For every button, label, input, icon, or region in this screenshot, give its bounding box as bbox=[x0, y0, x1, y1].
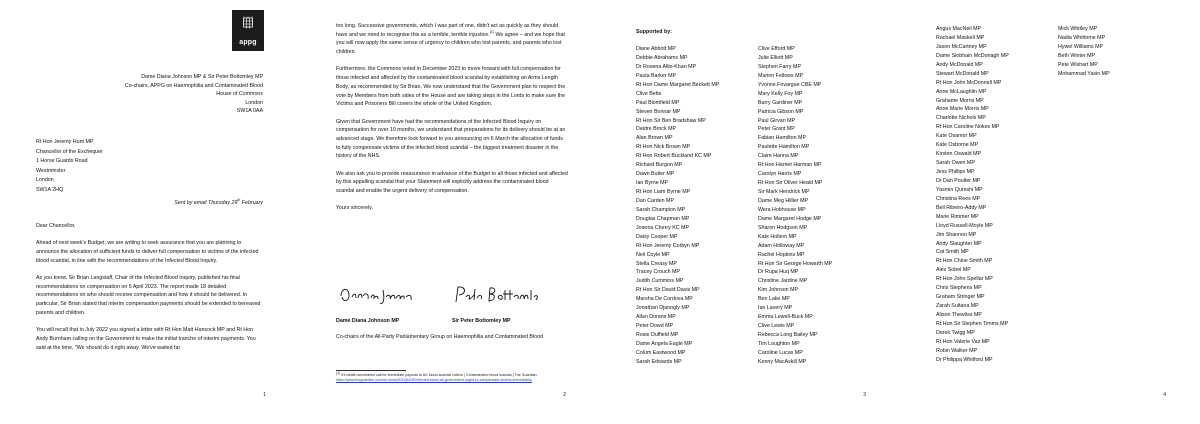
supporter-name: Bell Ribeiro-Addy MP bbox=[936, 204, 987, 211]
supporter-name: Rt Hon Chloe Smith MP bbox=[936, 258, 993, 265]
supporter-name: Robin Walker MP bbox=[936, 347, 978, 354]
body-paragraph: As you know, Sir Brian Langstaff, Chair of the Infected Blood Inquiry, published his final recommendations on compensation on 5 April 2023. The report made 18 detailed recommendations on who should receive compensation and how it should be delivered. In particular, Sir Brian stated that interim compensation payments should be extended to bereaved parents and children. bbox=[36, 275, 261, 316]
letter-body-continued bbox=[336, 22, 568, 222]
signature-peter-bottomley bbox=[452, 282, 542, 308]
supporter-name: Clive Lewis MP bbox=[758, 323, 795, 330]
recipient-line: 1 Horse Guards Road bbox=[36, 158, 88, 165]
page-number: 2 bbox=[563, 392, 566, 398]
supporter-name: Sharon Hodgson MP bbox=[758, 224, 808, 231]
footnote bbox=[336, 373, 568, 383]
supporter-name: Tim Loughton MP bbox=[758, 340, 800, 347]
quote-tail: We agree – and we hope that you will now apply the same sense of urgency to children who lost parents, and parents who lost children. bbox=[336, 31, 565, 56]
signatory-name: Sir Peter Bottomley MP bbox=[452, 318, 511, 324]
supporter-name: Rosie Duffield MP bbox=[636, 332, 679, 338]
supporter-name: Carolyn Harris MP bbox=[758, 171, 802, 178]
supporter-name: Beth Winter MP bbox=[1058, 52, 1096, 59]
supporter-name: Alex Sobel MP bbox=[936, 267, 971, 274]
supporter-name: Diane Abbott MP bbox=[636, 46, 676, 52]
supporter-name: Rachael Maskell MP bbox=[936, 34, 985, 41]
supporter-name: Richard Burgon MP bbox=[636, 162, 683, 169]
supporter-name: Dame Siobhain McDonagh MP bbox=[936, 52, 1009, 59]
supporter-name: Kim Johnson MP bbox=[758, 287, 799, 294]
salutation: Dear Chancellor, bbox=[36, 223, 76, 229]
supporter-name: Marion Fellows MP bbox=[758, 72, 804, 79]
supporter-name: Yvonne Fovargue CBE MP bbox=[758, 81, 822, 88]
supporter-name: Chris Stephens MP bbox=[936, 285, 982, 292]
signatory-name: Dame Diana Johnson MP bbox=[336, 318, 400, 324]
supporter-name: Deidre Brock MP bbox=[636, 126, 677, 133]
letter-page-3 bbox=[600, 0, 900, 424]
footnote-divider bbox=[336, 370, 406, 371]
supporter-name: Mick Whitley MP bbox=[1058, 26, 1098, 32]
supporter-name: Wera Hobhouse MP bbox=[758, 206, 806, 213]
supporter-name: Jess Phillips MP bbox=[936, 169, 975, 175]
letter-body bbox=[36, 222, 266, 361]
sent-date bbox=[174, 200, 263, 206]
supporter-name: Dame Angela Eagle MP bbox=[636, 340, 693, 347]
supporter-name: Ben Lake MP bbox=[758, 296, 790, 303]
supporter-name: Derek Twigg MP bbox=[936, 329, 975, 336]
supporter-name: Rt Hon Liam Byrne MP bbox=[636, 189, 691, 195]
supporter-name: Mary Kelly Foy MP bbox=[758, 90, 803, 97]
closing: Yours sincerely, bbox=[336, 205, 373, 212]
supporter-name: Dame Meg Hillier MP bbox=[758, 197, 809, 204]
supporter-name: Anne Marie Morris MP bbox=[936, 106, 989, 113]
supporter-name: Daisy Cooper MP bbox=[636, 233, 678, 240]
sender-line: SW1A 0AA bbox=[236, 108, 263, 115]
recipient-line: Westminster bbox=[36, 167, 66, 174]
supporter-name: Sir Mark Hendrick MP bbox=[758, 189, 810, 195]
sender-line: London bbox=[245, 99, 263, 106]
footnote-text: Ex-health secretaries call for immediate payouts to UK blood-scandal victims | Contaminated blood scandal | The Guardian, bbox=[340, 373, 538, 378]
supporter-name: Marsha De Cordova MP bbox=[636, 296, 693, 303]
supporter-name: Rt Hon Dame Margaret Beckett MP bbox=[636, 81, 720, 88]
supporter-name: Patricia Gibson MP bbox=[758, 108, 804, 115]
supporter-name: Yasmin Qureshi MP bbox=[936, 186, 983, 193]
letter-page-1 bbox=[0, 0, 300, 424]
supporter-name: Pete Wishart MP bbox=[1058, 61, 1098, 68]
supporter-name: Claire Hanna MP bbox=[758, 153, 799, 160]
portcullis-icon bbox=[243, 16, 253, 29]
signature-diana-johnson bbox=[338, 282, 418, 308]
supporter-name: Anne McLaughlin MP bbox=[936, 88, 987, 95]
supporter-name: Barry Gardiner MP bbox=[758, 99, 803, 106]
supporter-name: Dame Margaret Hodge MP bbox=[758, 215, 822, 222]
sender-line: Co-chairs, APPG on Haemophilia and Contaminated Blood bbox=[124, 82, 263, 89]
recipient-address bbox=[36, 138, 236, 196]
supporter-name: Rt Hon Robert Buckland KC MP bbox=[636, 153, 712, 160]
supporter-name: Jonathan Djanogly MP bbox=[636, 305, 690, 312]
page-number: 3 bbox=[863, 392, 866, 398]
supporter-name: Stella Creasy MP bbox=[636, 260, 677, 267]
supporter-name: Joanna Cherry KC MP bbox=[636, 224, 689, 231]
supporter-name: Rt Hon Sir Stephen Timms MP bbox=[936, 320, 1009, 327]
supporter-name: Julie Elliott MP bbox=[758, 54, 793, 61]
supporters-column bbox=[636, 45, 719, 367]
footnote-link[interactable]: https://www.theguardian.com/uk-news/2022/jul/30/infected-blood-uk-government-urged-to-compensate-victims-immediately bbox=[336, 378, 532, 383]
supporter-name: Lloyd Russell-Moyle MP bbox=[936, 222, 993, 229]
supporter-name: Andy Slaughter MP bbox=[936, 240, 982, 247]
supporter-name: Graham Stringer MP bbox=[936, 294, 985, 301]
supporter-name: Charlotte Nichols MP bbox=[936, 115, 986, 122]
supporter-name: Tracey Crouch MP bbox=[636, 269, 680, 276]
supporter-name: Emma Lewell-Buck MP bbox=[758, 314, 813, 321]
supporter-name: Ian Lavery MP bbox=[758, 305, 793, 312]
supporter-name: Kate Hollern MP bbox=[758, 233, 797, 240]
supporter-name: Steven Bonnar MP bbox=[636, 108, 681, 115]
supporter-name: Neil Coyle MP bbox=[636, 251, 670, 258]
supporter-name: Allan Dorans MP bbox=[636, 314, 676, 321]
quote-text: too long. Successive governments, which I was part of one, didn't act as quickly as they should have and we need to recognise this as a terrible, terrible injustice. bbox=[336, 23, 559, 38]
supporter-name: Paul Blomfield MP bbox=[636, 99, 680, 106]
supporter-name: Kenny MacAskill MP bbox=[758, 358, 807, 365]
supporter-name: Cat Smith MP bbox=[936, 249, 969, 256]
supporter-name: Sarah Owen MP bbox=[936, 160, 975, 167]
footnote-marker: (1) bbox=[336, 371, 341, 375]
supporter-name: Rt Hon Nick Brown MP bbox=[636, 144, 691, 151]
supporter-name: Rt Hon Sir George Howarth MP bbox=[758, 260, 833, 267]
supporter-name: Stephen Farry MP bbox=[758, 63, 801, 70]
recipient-line: London bbox=[36, 177, 54, 184]
supporter-name: Fabian Hamilton MP bbox=[758, 135, 806, 142]
supporter-name: Peter Dowd MP bbox=[636, 323, 674, 330]
supporter-name: Colum Eastwood MP bbox=[636, 349, 686, 356]
supporter-name: Rt Hon John McDonnell MP bbox=[936, 79, 1002, 86]
supporter-name: Sarah Champion MP bbox=[636, 206, 686, 213]
supporter-name: Paul Girvan MP bbox=[758, 117, 796, 124]
supporter-name: Rebecca Long Bailey MP bbox=[758, 332, 818, 338]
supporter-name: Jim Shannon MP bbox=[936, 231, 977, 238]
supporter-name: Jason McCartney MP bbox=[936, 43, 987, 50]
supporter-name: Dan Carden MP bbox=[636, 197, 674, 204]
supporter-name: Sarah Edwards MP bbox=[636, 358, 682, 365]
supporter-name: Rachel Hopkins MP bbox=[758, 251, 805, 258]
supporter-name: Mohammad Yasin MP bbox=[1058, 70, 1110, 77]
supporter-name: Dr Rupa Huq MP bbox=[758, 269, 799, 276]
supported-by-heading: Supported by: bbox=[636, 29, 672, 35]
supporter-name: Ian Byrne MP bbox=[636, 180, 669, 187]
supporter-name: Alison Thewliss MP bbox=[936, 312, 982, 318]
sender-line: Dame Diana Johnson MP & Sir Peter Bottomley MP bbox=[141, 74, 263, 80]
body-paragraph bbox=[336, 22, 568, 57]
recipient-line: SW1A 2HQ bbox=[36, 186, 64, 193]
supporter-name: Judith Cummins MP bbox=[636, 278, 684, 285]
supporter-name: Douglas Chapman MP bbox=[636, 215, 690, 222]
supporter-name: Kate Osborne MP bbox=[936, 142, 979, 149]
supporters-column bbox=[758, 45, 832, 367]
supporter-name: Clive Betts bbox=[636, 90, 662, 97]
sender-line: House of Commons bbox=[216, 91, 263, 98]
supporter-name: Paula Barker MP bbox=[636, 72, 677, 79]
supporter-name: Rt Hon Sir Ben Bradshaw MP bbox=[636, 117, 706, 124]
appg-logo bbox=[232, 10, 264, 51]
supporter-name: Hywel Williams MP bbox=[1058, 43, 1104, 50]
sent-text: Sent by email Thursday 29 bbox=[174, 200, 238, 206]
sent-superscript: th bbox=[237, 198, 241, 203]
supporter-name: Christine Jardine MP bbox=[758, 278, 808, 285]
supporter-name: Paulette Hamilton MP bbox=[758, 144, 810, 151]
recipient-line: Chancellor of the Exchequer bbox=[36, 148, 103, 155]
supporter-name: Debbie Abrahams MP bbox=[636, 54, 688, 61]
body-paragraph: You will recall that in July 2022 you signed a letter with Rt Hon Matt Hancock MP and Rt Hon Andy Burnham calling on the Government to make the initial tranche of interim payments. You said at the time, "We should do it right away. We've waited far bbox=[36, 327, 256, 351]
logo-text: appg bbox=[239, 39, 257, 46]
sent-month: February bbox=[240, 200, 263, 206]
supporter-name: Kirsten Oswald MP bbox=[936, 151, 982, 158]
supporters-column bbox=[1058, 25, 1110, 79]
letter-page-4 bbox=[900, 0, 1200, 424]
supporter-name: Rt Hon Harriet Harman MP bbox=[758, 162, 822, 169]
supporters-column bbox=[936, 25, 1009, 365]
supporter-name: Rt Hon Jeremy Corbyn MP bbox=[636, 242, 700, 249]
supporter-name: Rt Hon Sir Oliver Heald MP bbox=[758, 180, 823, 187]
page-number: 4 bbox=[1163, 392, 1166, 398]
supporter-name: Peter Grant MP bbox=[758, 126, 795, 133]
body-paragraph: Ahead of next week's Budget, we are writing to seek assurance that you are planning to announce the allocation of sufficient funds to deliver full compensation to victims of the infected blood scandal, in line with the recommendations of the Infected Blood Inquiry. bbox=[36, 240, 259, 264]
supporter-name: Nadia Whittome MP bbox=[1058, 34, 1106, 41]
supporter-name: Stewart McDonald MP bbox=[936, 70, 989, 77]
supporter-name: Rt Hon Caroline Nokes MP bbox=[936, 124, 1000, 131]
supporter-name: Dr Rosena Allin-Khan MP bbox=[636, 63, 697, 70]
supporter-name: Dr Philippa Whitford MP bbox=[936, 356, 993, 363]
recipient-line: Rt Hon Jeremy Hunt MP bbox=[36, 139, 94, 145]
body-paragraph: Given that Government have had the recommendations of the Infected Blood Inquiry on compensation for over 10 months, we understand that preparations for its delivery should be at an advanced stage. We therefore look forward to you announcing on 6 March the allocation of funds to fully compensate victims of the infected blood scandal – the biggest treatment disaster in the history of the NHS. bbox=[336, 118, 566, 160]
supporter-name: Andy McDonald MP bbox=[936, 61, 983, 68]
supporter-name: Rt Hon John Spellar MP bbox=[936, 276, 993, 283]
supporter-name: Angus MacNeil MP bbox=[936, 26, 982, 32]
page-number: 1 bbox=[263, 392, 266, 398]
supporter-name: Zarah Sultana MP bbox=[936, 303, 979, 310]
supporter-name: Adam Holloway MP bbox=[758, 242, 805, 249]
supporter-name: Caroline Lucas MP bbox=[758, 349, 803, 356]
supporter-name: Dawn Butler MP bbox=[636, 171, 675, 178]
cochairs-caption: Co-chairs of the All-Party Parliamentary Group on Haemophilia and Contaminated Blood bbox=[336, 334, 543, 340]
sender-address bbox=[63, 73, 263, 116]
body-paragraph: We also ask you to provide reassurance in advance of the Budget to all those infected and affected by this appalling scandal that your Statement will explicitly address the contaminated blood scandal and enable the urgent delivery of compensation. bbox=[336, 170, 568, 195]
body-paragraph: Furthermore, the Commons voted in December 2023 to move forward with full compensation for those infected and affected by the contaminated blood scandal by establishing an Arms Length Body, as recommended by Sir Brian. We now understand that the Government plan to respect the vote by Members from both sides of the House and are taking steps in the Lords to make sure the Victims and Prisoners Bill covers the whole of the United Kingdom. bbox=[336, 66, 566, 108]
supporter-name: Rt Hon Sir David Davis MP bbox=[636, 287, 700, 294]
supporter-name: Marie Rimmer MP bbox=[936, 213, 979, 220]
supporter-name: Rt Hon Valerie Vaz MP bbox=[936, 338, 990, 345]
supporter-name: Christina Rees MP bbox=[936, 195, 981, 202]
supporter-name: Grahame Morris MP bbox=[936, 97, 984, 104]
supporter-name: Clive Efford MP bbox=[758, 46, 795, 52]
footnote-ref: (1) bbox=[489, 29, 494, 34]
supporter-name: Dr Dan Poulter MP bbox=[936, 177, 981, 184]
supporter-name: Alan Brown MP bbox=[636, 135, 673, 142]
supporter-name: Kate Osamor MP bbox=[936, 133, 977, 140]
letter-page-2 bbox=[300, 0, 600, 424]
